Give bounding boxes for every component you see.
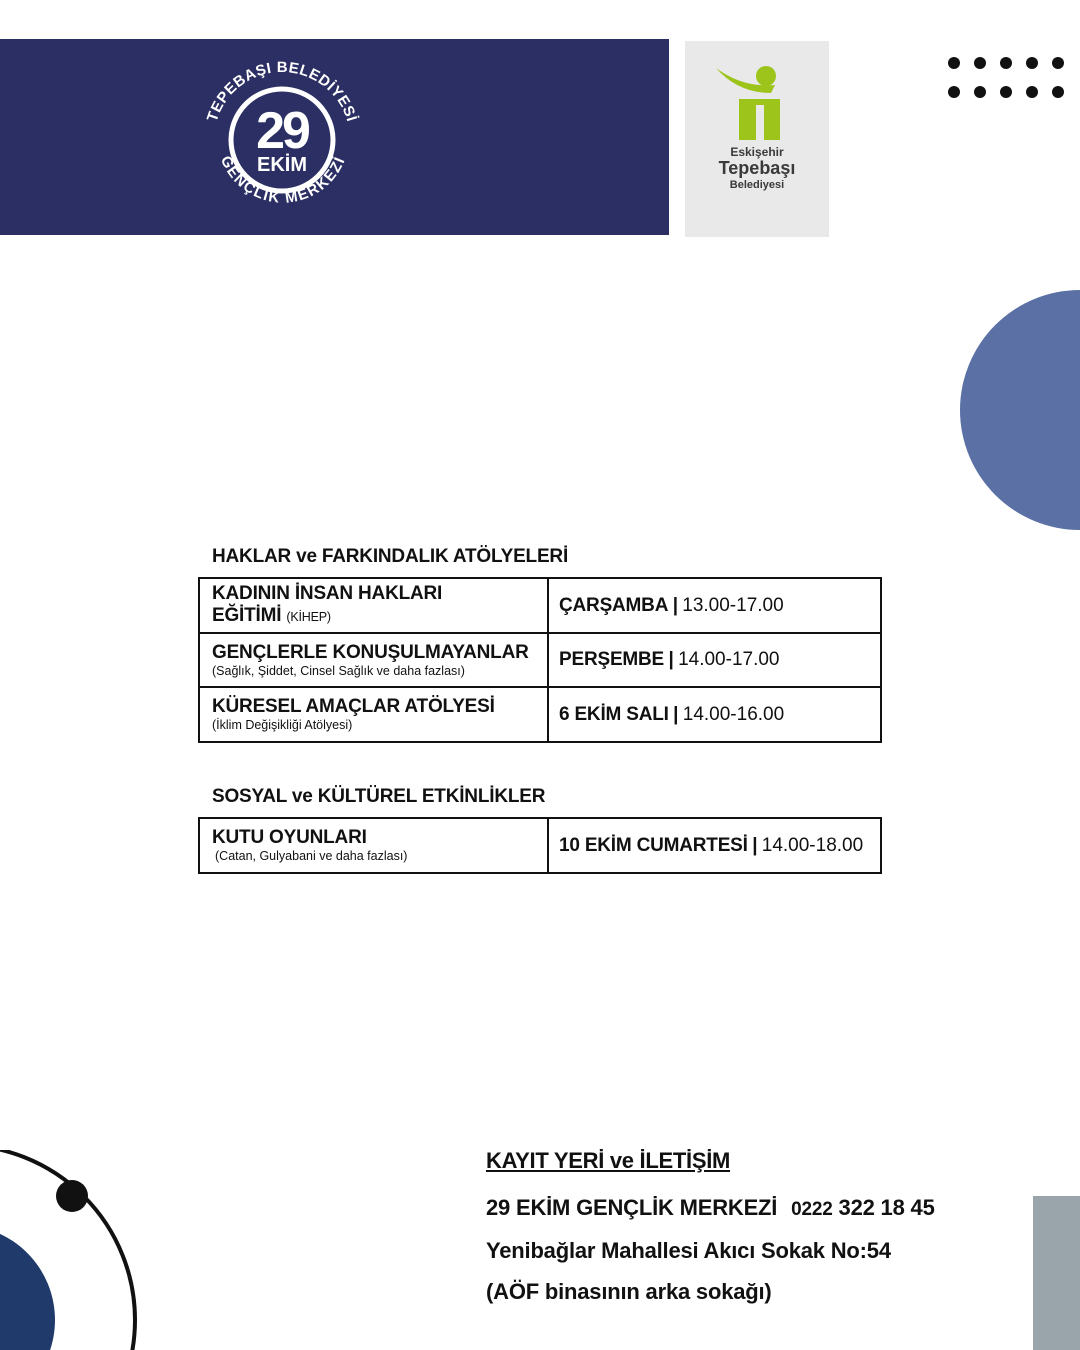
event-subtitle: (Catan, Gulyabani ve daha fazlası)	[215, 849, 408, 863]
event-name-cell	[199, 687, 548, 742]
event-time: 14.00-16.00	[682, 703, 785, 725]
section-title-sosyal: SOSYAL ve KÜLTÜREL ETKİNLİKLER	[212, 786, 546, 807]
event-name-cell	[199, 633, 548, 687]
separator: |	[673, 703, 679, 725]
event-subtitle: (Sağlık, Şiddet, Cinsel Sağlık ve daha fazlası)	[212, 663, 465, 678]
dot	[974, 86, 986, 98]
separator: |	[752, 834, 758, 856]
event-name: KUTU OYUNLARI	[212, 827, 367, 848]
event-name-cell	[199, 578, 548, 633]
event-time: 14.00-17.00	[678, 649, 780, 670]
event-time-cell	[548, 633, 881, 687]
dot	[974, 57, 986, 69]
separator: |	[672, 594, 678, 616]
phone-prefix: 0222	[791, 1199, 833, 1220]
table-row	[199, 818, 881, 873]
event-time-cell	[548, 687, 881, 742]
contact-title: KAYIT YERİ ve İLETİŞİM	[486, 1148, 731, 1173]
address-line: Yenibağlar Mahallesi Akıcı Sokak No:54	[486, 1238, 891, 1263]
venue-name: 29 EKİM GENÇLİK MERKEZİ	[486, 1195, 778, 1220]
table-row	[199, 633, 881, 687]
dot	[1000, 86, 1012, 98]
event-time-cell	[548, 818, 881, 873]
event-name: KÜRESEL AMAÇLAR ATÖLYESİ	[212, 696, 495, 717]
event-name-line2: EĞİTİMİ	[212, 605, 282, 626]
contact-block	[486, 1148, 1016, 1312]
event-day: ÇARŞAMBA	[559, 594, 669, 616]
tepebasi-municipality-logo	[713, 63, 793, 143]
event-time: 14.00-18.00	[761, 834, 864, 856]
decorative-grey-bar	[1033, 1196, 1080, 1350]
phone-number[interactable]: 322 18 45	[838, 1195, 935, 1220]
event-name	[212, 583, 537, 628]
dot	[1026, 86, 1038, 98]
29-ekim-logo	[200, 48, 365, 223]
dot	[948, 86, 960, 98]
table-row	[199, 578, 881, 633]
event-tag: (KİHEP)	[286, 610, 331, 624]
dot	[1026, 57, 1038, 69]
schedule-table-haklar	[198, 577, 882, 743]
orbit-decoration	[0, 1150, 150, 1350]
dot	[1052, 86, 1064, 98]
event-name-line1: KADININ İNSAN HAKLARI	[212, 583, 443, 604]
dot	[1000, 57, 1012, 69]
contact-venue-line	[486, 1187, 1016, 1230]
decorative-circle	[960, 290, 1080, 530]
logo-number: 29	[256, 102, 308, 160]
event-name: GENÇLERLE KONUŞULMAYANLAR	[212, 641, 529, 663]
logo-word: EKİM	[257, 154, 307, 176]
event-day: PERŞEMBE	[559, 649, 665, 670]
event-day: 6 EKİM SALI	[559, 703, 669, 725]
partner-logo-box	[685, 41, 829, 237]
address-note: (AÖF binasının arka sokağı)	[486, 1279, 772, 1304]
dot	[1052, 57, 1064, 69]
event-time-cell	[548, 578, 881, 633]
partner-line1: Eskişehir	[730, 145, 784, 159]
table-row	[199, 687, 881, 742]
logo-arc-top: TEPEBAŞI BELEDİYESİ	[203, 58, 361, 124]
partner-line3: Belediyesi	[729, 179, 785, 191]
event-subtitle: (İklim Değişikliği Atölyesi)	[212, 718, 353, 732]
event-day: 10 EKİM CUMARTESİ	[559, 834, 748, 856]
schedule-table-sosyal	[198, 817, 882, 874]
section-title-haklar: HAKLAR ve FARKINDALIK ATÖLYELERİ	[212, 546, 569, 567]
dot	[948, 57, 960, 69]
partner-line2: Tepebaşı	[718, 158, 796, 178]
event-name-cell	[199, 818, 548, 873]
logo-arc-bottom: GENÇLİK MERKEZİ	[216, 153, 349, 207]
separator: |	[668, 649, 674, 670]
event-time: 13.00-17.00	[682, 594, 784, 616]
dot-grid	[948, 57, 1073, 102]
